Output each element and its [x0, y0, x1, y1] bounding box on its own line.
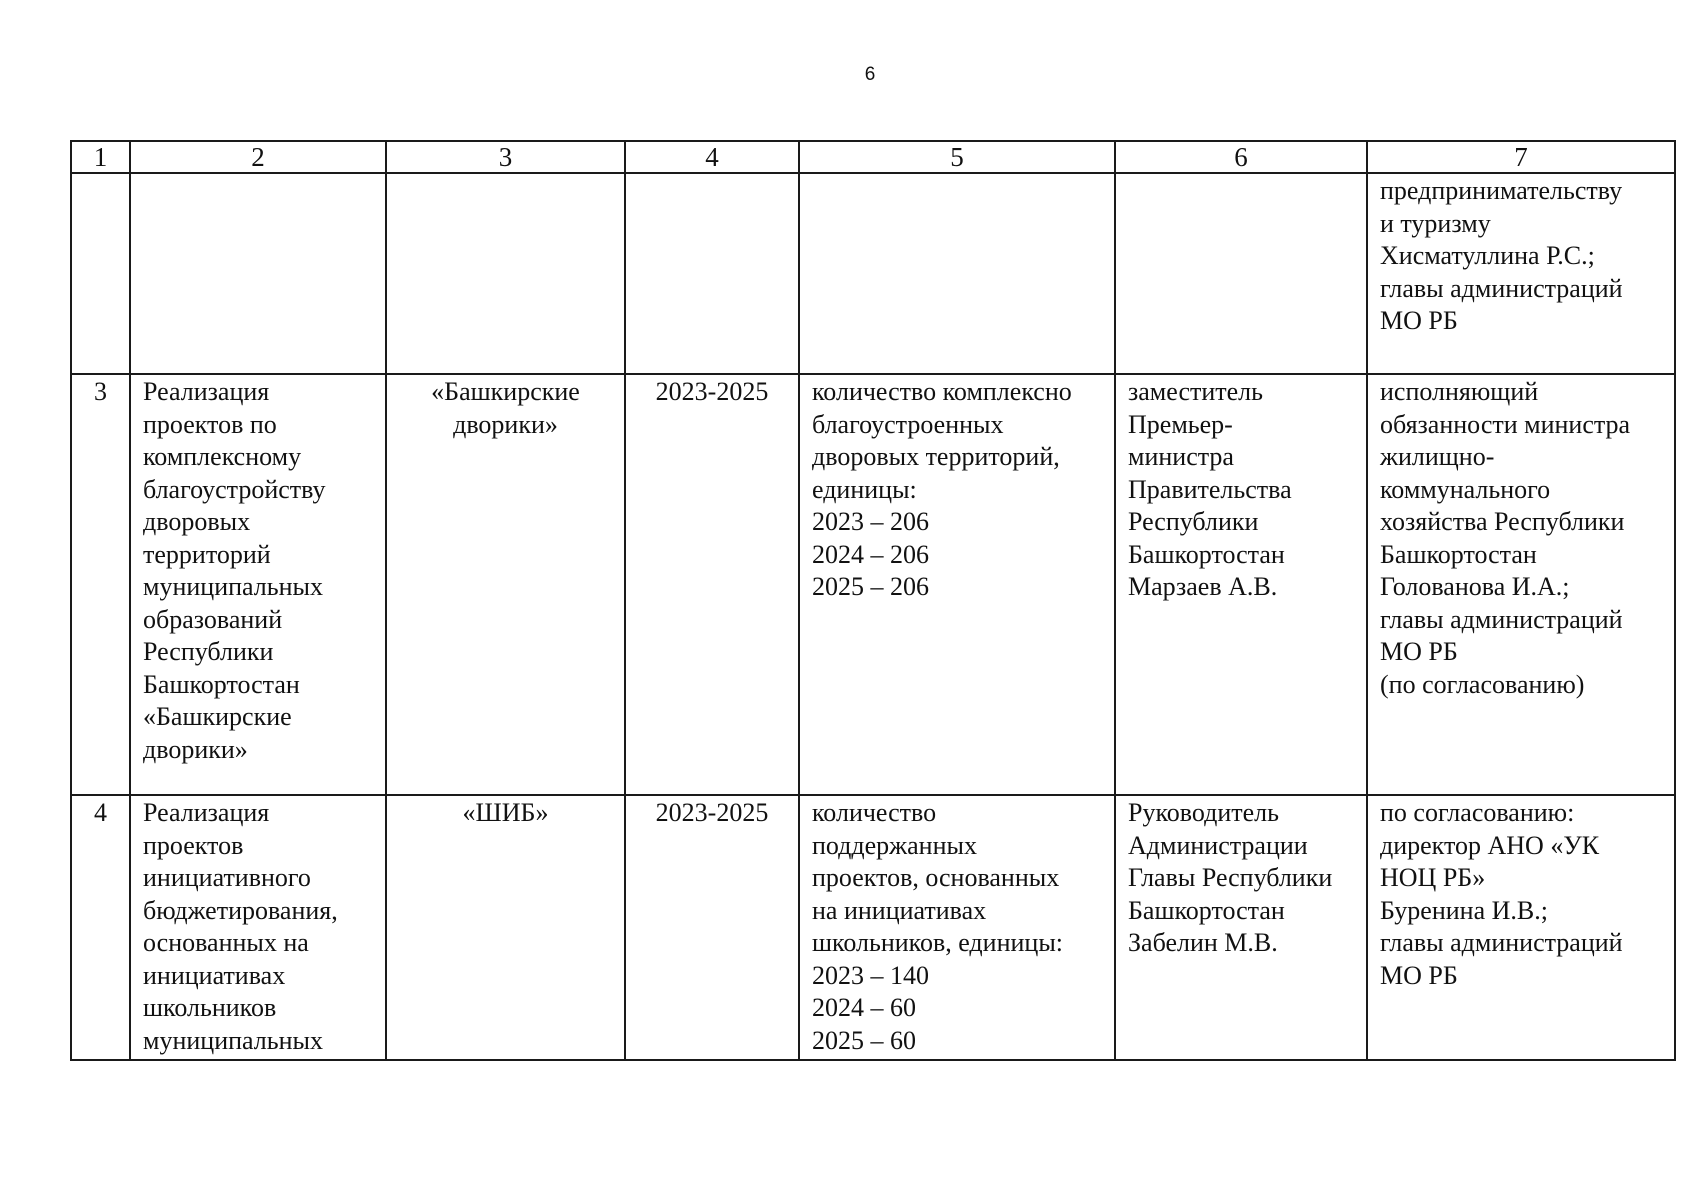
table-cell	[386, 173, 625, 374]
cell-text: благоустройству	[143, 474, 326, 504]
cell-text: Республики	[1128, 507, 1259, 536]
table-cell	[799, 173, 1115, 374]
column-header: 4	[625, 141, 799, 173]
cell-text: министра	[1128, 442, 1234, 471]
row-number: 4	[71, 795, 130, 1060]
table-row	[71, 374, 1675, 795]
cell-text: дворовых	[143, 507, 251, 536]
cell-text: «ШИБ»	[462, 798, 549, 827]
cell-text: Реализация	[143, 377, 270, 406]
cell-text: обязанности министра	[1380, 409, 1631, 439]
cell-text: инициативах	[143, 960, 286, 990]
cell-text: жилищно-	[1380, 442, 1495, 471]
cell-text: образований	[143, 604, 283, 634]
project-cell	[386, 795, 625, 1060]
cell-text: «Башкирские	[431, 377, 580, 406]
responsible-cell	[1367, 374, 1675, 795]
curator-cell	[1115, 795, 1367, 1060]
cell-text: благоустроенных	[812, 409, 1004, 439]
cell-text: бюджетирования,	[143, 895, 338, 925]
measure-name-cell	[130, 374, 386, 795]
cell-text: Реализация	[143, 798, 270, 827]
cell-text: Марзаев А.В.	[1128, 572, 1278, 601]
cell-text: школьников, единицы:	[812, 928, 1064, 957]
curator-cell	[1115, 374, 1367, 795]
cell-text: Хисматуллина Р.С.;	[1380, 241, 1595, 270]
cell-text: 2024 – 206	[812, 539, 929, 569]
responsible-cell	[1367, 173, 1675, 374]
cell-text: Забелин М.В.	[1128, 928, 1278, 957]
cell-text: проектов	[143, 830, 244, 860]
project-cell	[386, 374, 625, 795]
plan-table	[70, 140, 1676, 1061]
cell-text: инициативного	[143, 863, 311, 892]
cell-text: Голованова И.А.;	[1380, 572, 1570, 601]
cell-text: Буренина И.В.;	[1380, 895, 1548, 925]
column-header: 6	[1115, 141, 1367, 173]
cell-text: 2023 – 206	[812, 507, 929, 536]
cell-text: проектов, основанных	[812, 863, 1060, 892]
cell-text: Башкортостан	[1128, 895, 1285, 925]
row-number: 3	[71, 374, 130, 795]
cell-text: главы администраций	[1380, 604, 1623, 634]
table-cell	[71, 173, 130, 374]
cell-text: дворовых территорий,	[812, 442, 1060, 471]
cell-text: коммунального	[1380, 474, 1551, 504]
cell-text: Руководитель	[1128, 798, 1279, 827]
column-header: 1	[71, 141, 130, 173]
cell-text: (по согласованию)	[1380, 669, 1585, 699]
cell-text: Республики	[143, 637, 274, 666]
cell-text: директор АНО «УК	[1380, 830, 1600, 860]
cell-text: по согласованию:	[1380, 798, 1575, 827]
cell-text: и туризму	[1380, 208, 1491, 238]
indicator-cell	[799, 374, 1115, 795]
cell-text: Башкортостан	[1128, 539, 1285, 569]
cell-text: на инициативах	[812, 895, 987, 925]
cell-text: заместитель	[1128, 377, 1264, 406]
cell-text: предпринимательству	[1380, 176, 1623, 205]
table-cell	[625, 173, 799, 374]
cell-text: территорий	[143, 539, 271, 569]
table-cell	[130, 173, 386, 374]
cell-text: Башкортостан	[1380, 539, 1537, 569]
table-row	[71, 173, 1675, 374]
column-header: 3	[386, 141, 625, 173]
cell-text: 2023 – 140	[812, 960, 929, 990]
cell-text: МО РБ	[1380, 306, 1458, 335]
cell-text: количество	[812, 798, 937, 827]
cell-text: основанных на	[143, 928, 309, 957]
cell-text: 2025 – 60	[812, 1025, 916, 1055]
measure-name-cell	[130, 795, 386, 1060]
cell-text: Правительства	[1128, 474, 1292, 504]
responsible-cell	[1367, 795, 1675, 1060]
cell-text: МО РБ	[1380, 960, 1458, 990]
column-header: 2	[130, 141, 386, 173]
cell-text: «Башкирские	[143, 702, 292, 731]
page-number: 6	[864, 64, 876, 85]
cell-text: хозяйства Республики	[1380, 507, 1625, 536]
cell-text: главы администраций	[1380, 273, 1623, 303]
cell-text: дворики»	[143, 734, 248, 764]
cell-text: исполняющий	[1380, 377, 1539, 406]
cell-text: проектов по	[143, 409, 277, 439]
cell-text: школьников	[143, 993, 277, 1022]
period-cell: 2023-2025	[625, 795, 799, 1060]
cell-text: единицы:	[812, 474, 917, 504]
period-cell: 2023-2025	[625, 374, 799, 795]
cell-text: Башкортостан	[143, 669, 300, 699]
cell-text: Главы Республики	[1128, 863, 1333, 892]
cell-text: 2025 – 206	[812, 572, 929, 601]
cell-text: муниципальных	[143, 1025, 324, 1055]
table-header-row	[71, 141, 1675, 173]
table-row	[71, 795, 1675, 1060]
cell-text: Премьер-	[1128, 409, 1233, 439]
column-header: 7	[1367, 141, 1675, 173]
cell-text: главы администраций	[1380, 928, 1623, 957]
cell-text: поддержанных	[812, 830, 977, 860]
cell-text: комплексному	[143, 442, 302, 471]
cell-text: Администрации	[1128, 830, 1308, 860]
cell-text: дворики»	[453, 409, 558, 439]
cell-text: 2024 – 60	[812, 993, 916, 1022]
table-cell	[1115, 173, 1367, 374]
cell-text: МО РБ	[1380, 637, 1458, 666]
cell-text: количество комплексно	[812, 377, 1072, 406]
cell-text: НОЦ РБ»	[1380, 863, 1486, 892]
indicator-cell	[799, 795, 1115, 1060]
cell-text: муниципальных	[143, 572, 324, 601]
column-header: 5	[799, 141, 1115, 173]
